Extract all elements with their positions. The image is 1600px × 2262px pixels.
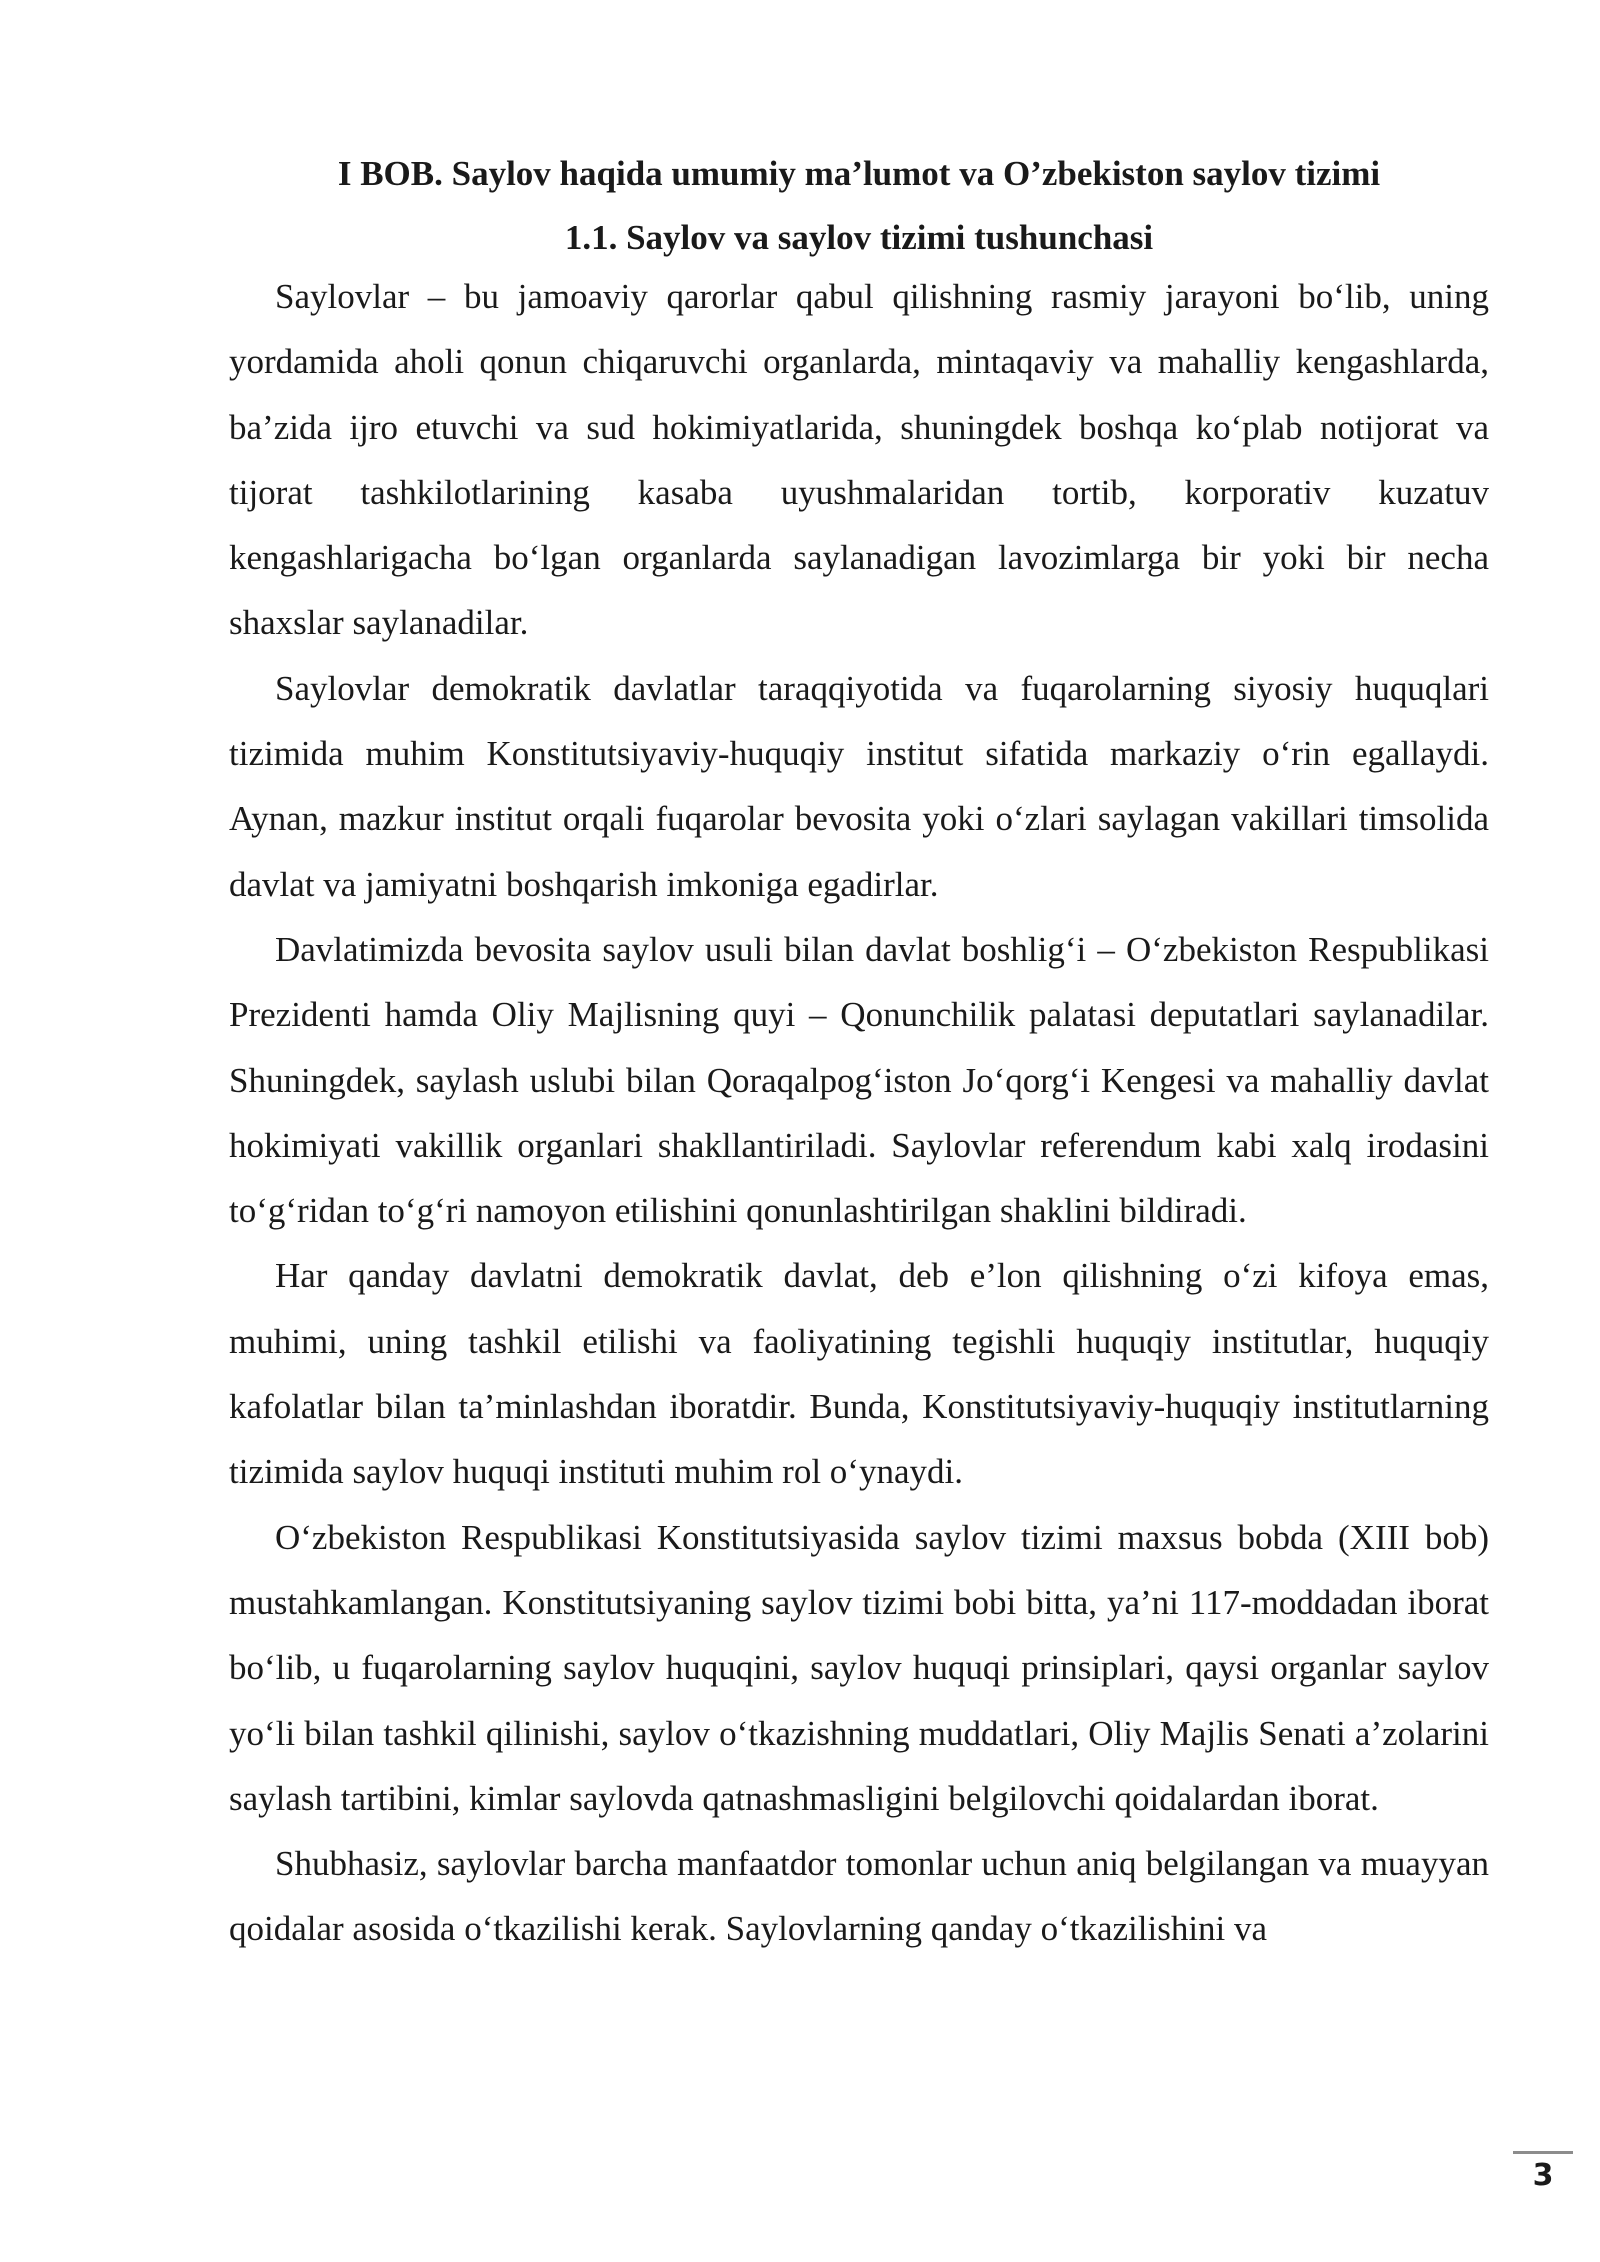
paragraph-6: Shubhasiz, saylovlar barcha manfaatdor tomonlar uchun aniq belgilangan va muayyan qoidalar asosida o‘tkazilishi kerak. Saylovlarning qanday o‘tkazilishini va: [229, 1844, 1489, 1949]
page-number-box: [1513, 2151, 1573, 2201]
paragraph-5: O‘zbekiston Respublikasi Konstitutsiyasida saylov tizimi maxsus bobda (XIII bob) mustahkamlangan. Konstitutsiyaning saylov tizimi bobi bitta, ya’ni 117-moddadan iborat bo‘lib, u fuqarolarning saylov huquqini, saylov huquqi prinsiplari, qaysi organlar saylov yo‘li bilan tashkil qilinishi, saylov o‘tkazishning muddatlari, Oliy Majlis Senati a’zolarini saylash tartibini, kimlar saylovda qatnashmasligini belgilovchi qoidalardan iborat.: [229, 1517, 1489, 1818]
section-title: 1.1. Saylov va saylov tizimi tushunchasi: [564, 218, 1154, 257]
page-number: 3: [1532, 2158, 1554, 2193]
paragraph-3: Davlatimizda bevosita saylov usuli bilan davlat boshlig‘i – O‘zbekiston Respublikasi Prezidenti hamda Oliy Majlisning quyi – Qonunchilik palatasi deputatlari saylanadilar. Shuningdek, saylash uslubi bilan Qoraqalpog‘iston Jo‘qorg‘i Kengesi va mahalliy davlat hokimiyati vakillik organlari shakllantiriladi. Saylovlar referendum kabi xalq irodasini to‘g‘ridan to‘g‘ri namoyon etilishini qonunlashtirilgan shaklini bildiradi.: [229, 929, 1489, 1231]
paragraph-4: Har qanday davlatni demokratik davlat, deb e’lon qilishning o‘zi kifoya emas, muhimi, uning tashkil etilishi va faoliyatining tegishli huquqiy institutlar, huquqiy kafolatlar bilan ta’minlashdan iboratdir. Bunda, Konstitutsiyaviy-huquqiy institutlarning tizimida saylov huquqi instituti muhim rol o‘ynaydi.: [229, 1256, 1489, 1492]
chapter-title: I BOB. Saylov haqida umumiy ma’lumot va O’zbekiston saylov tizimi: [337, 154, 1381, 193]
paragraph-1: Saylovlar – bu jamoaviy qarorlar qabul qilishning rasmiy jarayoni bo‘lib, uning yordamida aholi qonun chiqaruvchi organlarda, mintaqaviy va mahalliy kengashlarda, ba’zida ijro etuvchi va sud hokimiyatlarida, shuningdek boshqa ko‘plab notijorat va tijorat tashkilotlarining kasaba uyushmalaridan tortib, korporativ kuzatuv kengashlarigacha bo‘lgan organlarda saylanadigan lavozimlarga bir yoki bir necha shaxslar saylanadilar.: [229, 277, 1489, 643]
page-content: [229, 148, 1489, 1962]
paragraph-2: Saylovlar demokratik davlatlar taraqqiyotida va fuqarolarning siyosiy huquqlari tizimida muhim Konstitutsiyaviy-huquqiy institut sifatida markaziy o‘rin egallaydi. Aynan, mazkur institut orqali fuqarolar bevosita yoki o‘zlari saylagan vakillari timsolida davlat va jamiyatni boshqarish imkoniga egadirlar.: [229, 668, 1489, 904]
